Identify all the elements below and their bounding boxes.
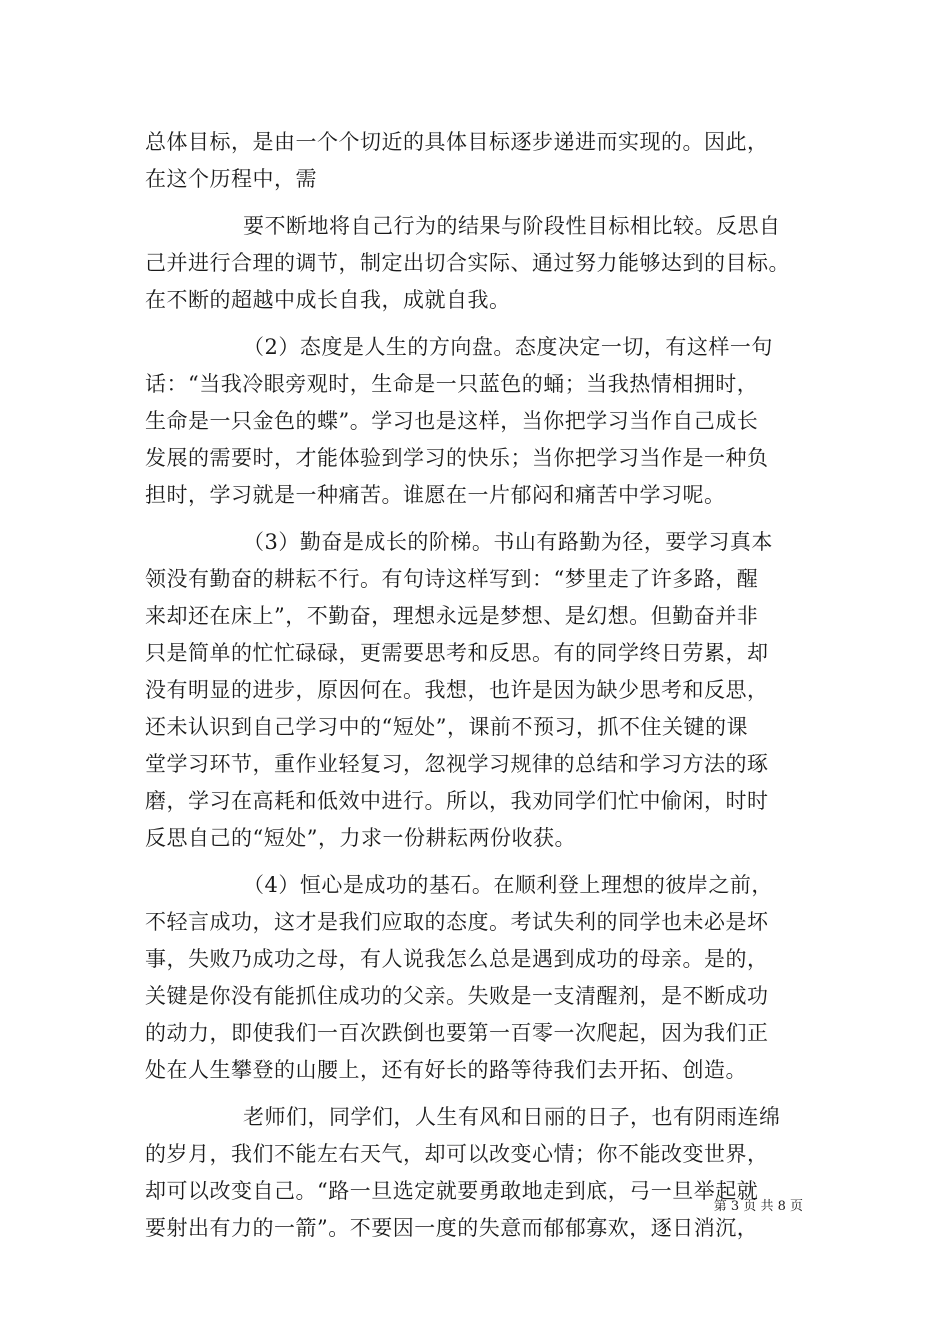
text-line: 关键是你没有能抓住成功的父亲。失败是一支清醒剂，是不断成功 [145, 984, 769, 1008]
page-number: 第 3 页 共 8 页 [713, 1199, 803, 1214]
text-line: 己并进行合理的调节，制定出切合实际、通过努力能够达到的目标。 [145, 251, 790, 275]
text-line: 的岁月，我们不能左右天气，却可以改变心情；你不能改变世界， [145, 1142, 769, 1166]
text-line: 还未认识到自己学习中的“短处”，课前不预习，抓不住关键的课 [145, 715, 748, 739]
paragraph-1 [145, 124, 825, 198]
text-line: 只是简单的忙忙碌碌，更需要思考和反思。有的同学终日劳累，却 [145, 641, 769, 665]
text-line: 担时，学习就是一种痛苦。谁愿在一片郁闷和痛苦中学习呢。 [145, 483, 726, 507]
text-line: 总体目标，是由一个个切近的具体目标逐步递进而实现的。因此， [145, 130, 769, 154]
paragraph-5 [145, 867, 825, 1089]
text-line: 不轻言成功，这才是我们应取的态度。考试失利的同学也未必是坏 [145, 910, 769, 934]
paragraph-3 [145, 329, 825, 514]
text-line: 的动力，即使我们一百次跌倒也要第一百零一次爬起，因为我们正 [145, 1021, 769, 1045]
text-line: （2）态度是人生的方向盘。态度决定一切，有这样一句 [243, 335, 773, 359]
text-line: （3）勤奋是成长的阶梯。书山有路勤为径，要学习真本 [243, 530, 773, 554]
text-line: 要射出有力的一箭”。不要因一度的失意而郁郁寡欢，逐日消沉， [145, 1216, 759, 1240]
text-line: 领没有勤奋的耕耘不行。有句诗这样写到：“梦里走了许多路，醒 [145, 567, 759, 591]
text-line: 在不断的超越中成长自我，成就自我。 [145, 288, 511, 312]
text-line: 处在人生攀登的山腰上，还有好长的路等待我们去开拓、创造。 [145, 1058, 747, 1082]
text-line: 磨，学习在高耗和低效中进行。所以，我劝同学们忙中偷闲，时时 [145, 789, 769, 813]
text-line: 话：“当我冷眼旁观时，生命是一只蓝色的蛹；当我热情相拥时， [145, 372, 759, 396]
paragraph-4 [145, 524, 825, 857]
text-line: 要不断地将自己行为的结果与阶段性目标相比较。反思自 [243, 214, 781, 238]
text-line: 事，失败乃成功之母，有人说我怎么总是遇到成功的母亲。是的， [145, 947, 769, 971]
text-line: 没有明显的进步，原因何在。我想，也许是因为缺少思考和反思， [145, 678, 769, 702]
text-line: 老师们，同学们，人生有风和日丽的日子，也有阴雨连绵 [243, 1105, 781, 1129]
text-line: （4）恒心是成功的基石。在顺利登上理想的彼岸之前， [243, 873, 773, 897]
text-line: 却可以改变自己。“路一旦选定就要勇敢地走到底，弓一旦举起就 [145, 1179, 759, 1203]
text-line: 堂学习环节，重作业轻复习，忽视学习规律的总结和学习方法的琢 [145, 752, 769, 776]
text-line: 来却还在床上”，不勤奋，理想永远是梦想、是幻想。但勤奋并非 [145, 604, 759, 628]
text-line: 在这个历程中，需 [145, 167, 317, 191]
text-line: 发展的需要时，才能体验到学习的快乐；当你把学习当作是一种负 [145, 446, 769, 470]
paragraph-6 [145, 1099, 825, 1247]
paragraph-2 [145, 208, 825, 319]
text-line: 生命是一只金色的蝶”。学习也是这样，当你把学习当作自己成长 [145, 409, 759, 433]
text-line: 反思自己的“短处”，力求一份耕耘两份收获。 [145, 826, 576, 850]
body-text [145, 124, 825, 1247]
